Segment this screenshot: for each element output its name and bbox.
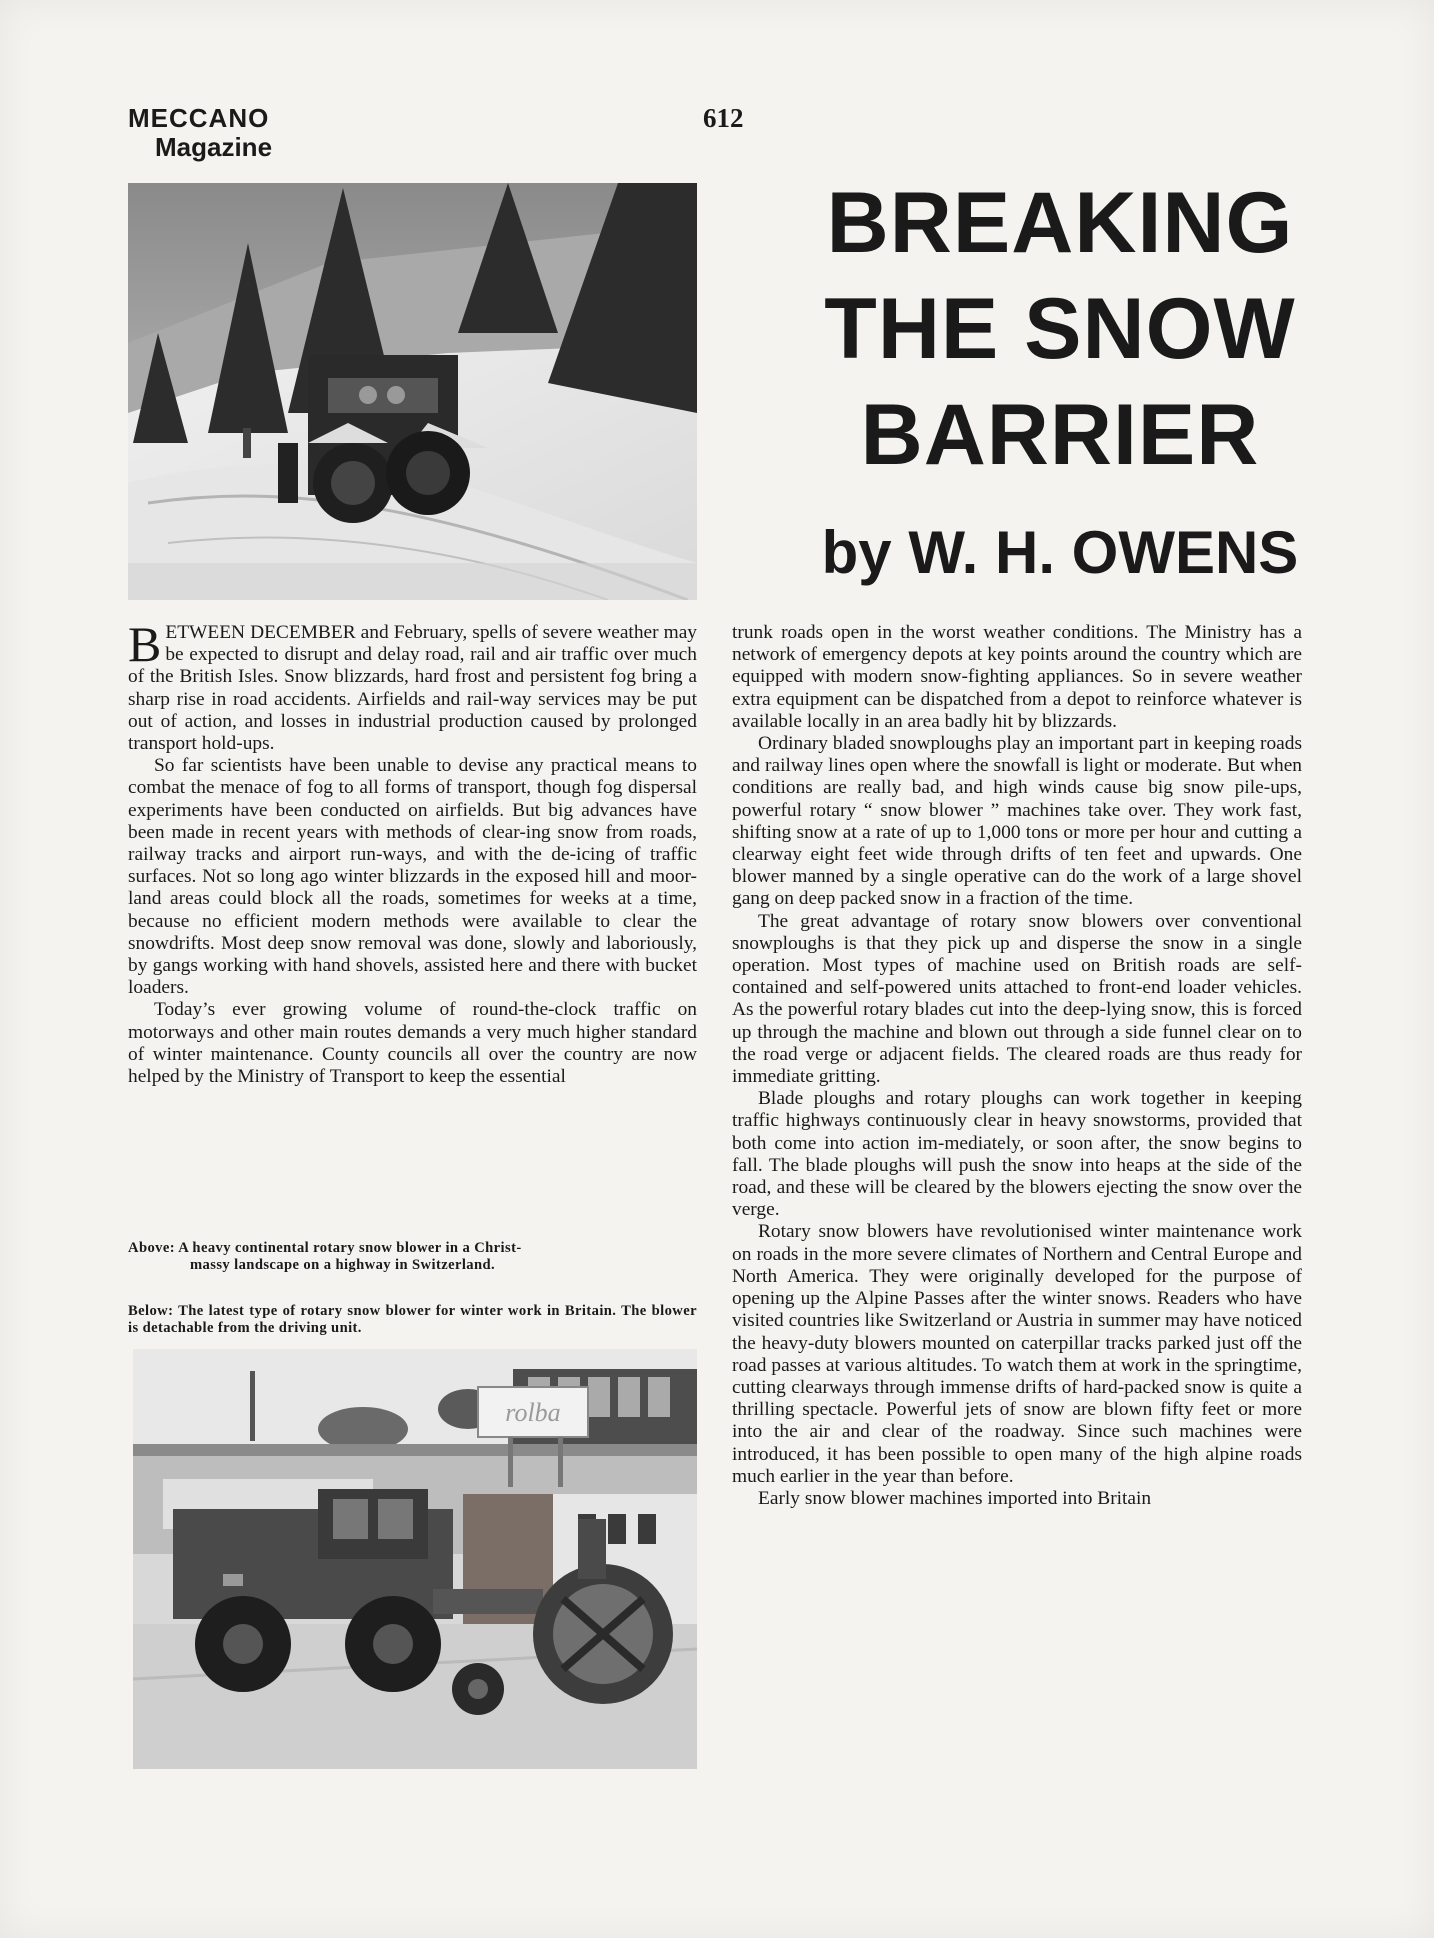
masthead-subtitle: Magazine (155, 132, 273, 162)
photo-snow-blower-britain (133, 1349, 697, 1769)
paragraph: Early snow blower machines imported into Britain (758, 1487, 1152, 1509)
page-number: 612 (703, 103, 744, 133)
caption-text-line-1: A heavy continental rotary snow blower in a Christ- (178, 1240, 522, 1256)
masthead-title: MECCANO (128, 103, 270, 133)
paragraph: So far scientists have been unable to devise any practical means to combat the menace of fog to all forms of transport, though fog dispersal experiments have been conducted on airfields. But big advances have been made in recent years with methods of clear-ing snow from roads, railway tracks and airport run-ways, and with the de-icing of traffic surfaces. Not so long ago winter blizzards in the exposed hill and moor-land areas could block all the roads, sometimes for weeks at a time, because no efficient modern methods were available to clear the snowdrifts. Most deep snow removal was done, slowly and laboriously, by gangs working with hand shovels, assisted here and there with bucket loaders. (128, 755, 697, 999)
paragraph-text: ETWEEN DECEMBER and February, spells of severe weather may be expected to disrupt and delay road, rail and air traffic over much of the British Isles. Snow blizzards, hard frost and persistent fog bring a sharp rise in road accidents. Airfields and rail-way services may be put out of action, and losses in industrial production caused by prolonged transport hold-ups. (128, 622, 697, 755)
caption-text-line-2: massy landscape on a highway in Switzerland. (190, 1257, 496, 1273)
drop-cap: B (128, 616, 162, 672)
masthead (128, 104, 272, 162)
paragraph: trunk roads open in the worst weather conditions. The Ministry has a network of emergency depots at key points around the country which are equipped with modern snow-fighting appliances. So in severe weather extra equipment can be dispatched from a depot to reinforce whatever is available locally in an area badly hit by blizzards. (732, 622, 1302, 732)
headline-line-2: THE SNOW (824, 281, 1296, 377)
caption-label: Above: (128, 1240, 175, 1256)
caption-top-photo (128, 1240, 697, 1274)
caption-bottom-photo (128, 1303, 697, 1337)
paragraph: Today’s ever growing volume of round-the-clock traffic on motorways and other main routes demands a very much higher standard of winter maintenance. County councils all over the country are now helped by the Ministry of Transport to keep the essential (128, 999, 697, 1088)
rolba-sign: rolba (505, 1398, 561, 1427)
paragraph: Blade ploughs and rotary ploughs can work together in keeping traffic highways continuously clear in heavy snowstorms, provided that both come into action im-mediately, or soon after, the snow begins to fall. The blade ploughs will push the snow into heaps at the side of the road, and these will be cleared by the blowers ejecting the snow over the verge. (732, 1088, 1302, 1221)
headline-line-3: BARRIER (860, 387, 1260, 483)
article-column-right (732, 622, 1302, 1510)
caption-text: The latest type of rotary snow blower for winter work in Britain. The blower is detachable from the driving unit. (128, 1303, 697, 1336)
headline-line-1: BREAKING (826, 175, 1294, 271)
paragraph: Rotary snow blowers have revolutionised winter maintenance work on roads in the more severe climates of Northern and Central Europe and North America. They were originally developed for the purpose of opening up the Alpine Passes after the winter snows. Readers who have visited countries like Switzerland or Austria in summer may have noticed the heavy-duty blowers mounted on caterpillar tracks parked just off the road passes at various altitudes. To watch them at work in the springtime, cutting clearways through immense drifts of hard-packed snow is quite a thrilling spectacle. Powerful jets of snow are blown fifty feet or more into the air and clear of the roadway. Since such machines were introduced, it has been possible to open many of the high alpine roads much earlier in the year than before. (732, 1221, 1302, 1487)
photo-snow-blower-switzerland (128, 183, 697, 600)
rotary-snow-blower-vehicle-image (133, 1349, 697, 1769)
snow-blower-alps-image (128, 183, 697, 600)
paragraph (128, 616, 697, 755)
article-headline (760, 170, 1360, 488)
byline: by W. H. OWENS (821, 519, 1299, 586)
paragraph: The great advantage of rotary snow blowers over conventional snowploughs is that they pick up and disperse the snow in a single operation. Most types of machine used on British roads are self-contained and self-powered units attached to front-end loader vehicles. As the powerful rotary blades cut into the deep-lying snow, this is forced up through the machine and blown out through a side funnel clear on to the road verge or adjacent fields. The cleared roads are thus ready for immediate gritting. (732, 910, 1302, 1088)
caption-label: Below: (128, 1303, 174, 1319)
article-column-left (128, 616, 697, 1088)
paragraph: Ordinary bladed snowploughs play an important part in keeping roads and railway lines open where the snowfall is light or moderate. But when conditions are really bad, and high winds cause big snow pile-ups, powerful rotary “ snow blower ” machines take over. They work fast, shifting snow at a rate of up to 1,000 tons or more per hour and cutting a clearway eight feet wide through drifts of ten feet and upwards. One blower manned by a single operative can do the work of a large shovel gang on deep packed snow in a fraction of the time. (732, 733, 1302, 910)
